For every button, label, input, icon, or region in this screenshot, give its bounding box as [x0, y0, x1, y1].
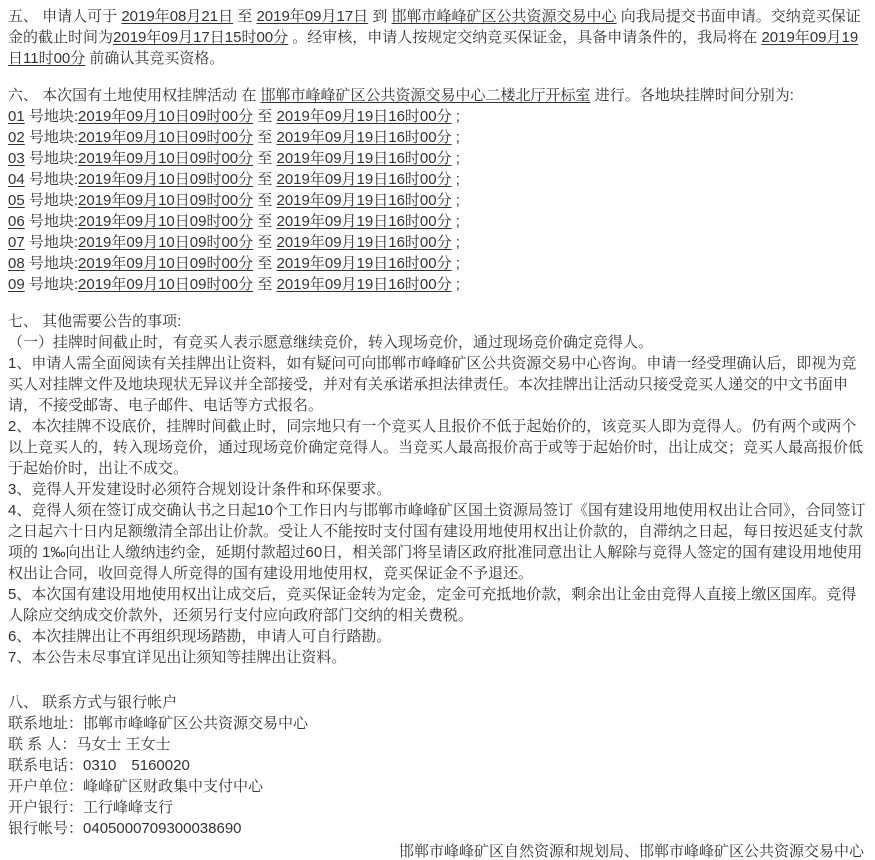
- plot-start-datetime: 2019年09月10日09时00分: [78, 192, 254, 209]
- plot-start-datetime: 2019年09月10日09时00分: [78, 234, 254, 251]
- underlined-text: 2019年09月19日11时00分: [8, 29, 859, 67]
- contact-value: 马女士 王女士: [76, 736, 171, 753]
- plot-end-datetime: 2019年09月19日16时00分: [276, 192, 452, 209]
- section-six-heading: [8, 85, 866, 106]
- term-item-7: 7、本公告未尽事宜详见出让须知等挂牌出让资料。: [8, 649, 347, 666]
- plot-label: 号地块:: [24, 150, 79, 167]
- plot-end-datetime: 2019年09月19日16时00分: [276, 108, 452, 125]
- plot-row-03: [8, 148, 866, 169]
- term-item-3: 3、竞得人开发建设时必须符合规划设计条件和环保要求。: [8, 481, 392, 498]
- contact-row-account-unit: [8, 776, 866, 797]
- term-item-yi: （一）挂牌时间截止时，有竞买人表示愿意继续竞价，转入现场竞价，通过现场竞价确定竞得人。: [8, 334, 654, 351]
- term-item-4: 4、竞得人须在签订成交确认书之日起10个工作日内与邯郸市峰峰矿区国土资源局签订《国有建设用地使用权出让合同》，合同签订之日起六十日内足额缴清全部出让价款。受让人不能按时支付国有建设用地使用权出让价款的，自滞纳之日起，每日按迟延支付款项的 1‰向出让人缴纳违约金，延期付款超过60日，相关部门将呈请区政府批准同意出让人解除与竞得人签定的国有建设用地使用权出让合同，收回竞得人所竞得的国有建设用地使用权，竞买保证金不予退还。: [8, 502, 866, 582]
- term-item-1: 1、申请人需全面阅读有关挂牌出让资料，如有疑问可向邯郸市峰峰矿区公共资源交易中心咨询。申请一经受理确认后，即视为竞买人对挂牌文件及地块现状无异议并全部接受，并对有关承诺承担法律责任。本次挂牌出让活动只接受竞买人递交的中文书面申请，不接受邮寄、电子邮件、电话等方式报名。: [8, 355, 857, 414]
- plot-label: 号地块:: [24, 171, 79, 188]
- contact-row-person: [8, 734, 866, 755]
- plot-number: 05: [8, 192, 25, 209]
- plot-number: 09: [8, 276, 25, 293]
- plot-start-datetime: 2019年09月10日09时00分: [78, 108, 254, 125]
- plot-row-08: [8, 253, 866, 274]
- plain-text: 至: [233, 8, 257, 25]
- underlined-text: 2019年09月17日: [256, 8, 369, 25]
- plot-end-datetime: 2019年09月19日16时00分: [276, 255, 452, 272]
- plot-to-label: 至: [253, 276, 277, 293]
- plot-row-04: [8, 169, 866, 190]
- plot-end-datetime: 2019年09月19日16时00分: [276, 171, 452, 188]
- para-application-period: [8, 6, 866, 69]
- plot-label: 号地块:: [24, 129, 79, 146]
- contact-row-phone: [8, 755, 866, 776]
- plain-text: 。经审核，申请人按规定交纳竞买保证金，具备申请条件的，我局将在: [288, 29, 762, 46]
- plot-terminator: ;: [451, 255, 460, 272]
- plot-terminator: ;: [451, 171, 460, 188]
- contact-label: 联 系 人：: [8, 736, 77, 753]
- contact-label: 银行帐号：: [8, 820, 84, 837]
- plot-to-label: 至: [253, 108, 277, 125]
- plot-row-07: [8, 232, 866, 253]
- contact-row-address: [8, 713, 866, 734]
- contact-value: 工行峰峰支行: [83, 799, 174, 816]
- plot-terminator: ;: [451, 129, 460, 146]
- plot-terminator: ;: [451, 108, 460, 125]
- issuer-signature: 邯郸市峰峰矿区自然资源和规划局、邯郸市峰峰矿区公共资源交易中心: [398, 843, 864, 860]
- term-item-2: 2、本次挂牌不设底价，挂牌时间截止时，同宗地只有一个竞买人且报价不低于起始价的，该竞买人即为竞得人。仍有两个或两个以上竞买人的，转入现场竞价，通过现场竞价确定竞得人。当竞买人最高报价高于或等于起始价时，出让成交；竞买人最高报价低于起始价时，出让不成交。: [8, 418, 864, 477]
- contact-value: 0405000709300038690: [83, 820, 242, 837]
- plot-terminator: ;: [451, 150, 460, 167]
- plain-text: 向我局提交书面申请。交纳竞买保证金的截止时间为: [8, 8, 861, 46]
- plot-label: 号地块:: [24, 213, 79, 230]
- plot-terminator: ;: [451, 234, 460, 251]
- plot-label: 号地块:: [24, 255, 79, 272]
- plot-to-label: 至: [253, 129, 277, 146]
- contact-label: 开户单位：: [8, 778, 84, 795]
- plot-row-06: [8, 211, 866, 232]
- plot-number: 03: [8, 150, 25, 167]
- plot-start-datetime: 2019年09月10日09时00分: [78, 171, 254, 188]
- contact-label: 联系地址：: [8, 715, 84, 732]
- plot-start-datetime: 2019年09月10日09时00分: [78, 213, 254, 230]
- contact-value: 峰峰矿区财政集中支付中心: [83, 778, 264, 795]
- plot-terminator: ;: [451, 276, 460, 293]
- plot-number: 07: [8, 234, 25, 251]
- plot-number: 04: [8, 171, 25, 188]
- underlined-text: 邯郸市峰峰矿区公共资源交易中心: [391, 8, 617, 25]
- plot-to-label: 至: [253, 171, 277, 188]
- plot-to-label: 至: [253, 213, 277, 230]
- underlined-text: 邯郸市峰峰矿区公共资源交易中心二楼北厅开标室: [260, 87, 591, 104]
- plot-number: 02: [8, 129, 25, 146]
- contact-value: 0310 5160020: [83, 757, 190, 774]
- section-seven-heading: 七、 其他需要公告的事项:: [8, 313, 182, 330]
- section-eight-heading: 八、 联系方式与银行帐户: [8, 694, 178, 711]
- contact-label: 开户银行：: [8, 799, 84, 816]
- plot-to-label: 至: [253, 150, 277, 167]
- plot-end-datetime: 2019年09月19日16时00分: [276, 150, 452, 167]
- plot-end-datetime: 2019年09月19日16时00分: [276, 129, 452, 146]
- contact-label: 联系电话：: [8, 757, 84, 774]
- plain-text: 五、 申请人可于: [8, 8, 122, 25]
- plot-to-label: 至: [253, 255, 277, 272]
- plot-label: 号地块:: [24, 192, 79, 209]
- plot-start-datetime: 2019年09月10日09时00分: [78, 150, 254, 167]
- plot-start-datetime: 2019年09月10日09时00分: [78, 276, 254, 293]
- plot-row-09: [8, 274, 866, 295]
- section-spacer: [8, 295, 866, 311]
- term-item-6: 6、本次挂牌出让不再组织现场踏勘，申请人可自行踏勘。: [8, 628, 392, 645]
- plain-text: 进行。各地块挂牌时间分别为:: [590, 87, 794, 104]
- plain-text: 六、 本次国有土地使用权挂牌活动 在: [8, 87, 261, 104]
- term-item-5: 5、本次国有建设用地使用权出让成交后，竞买保证金转为定金，定金可充抵地价款，剩余出让金由竞得人直接上缴区国库。竞得人除应交纳成交价款外，还须另行支付应向政府部门交纳的相关费税。: [8, 586, 857, 624]
- plot-end-datetime: 2019年09月19日16时00分: [276, 213, 452, 230]
- plot-start-datetime: 2019年09月10日09时00分: [78, 255, 254, 272]
- plot-number: 06: [8, 213, 25, 230]
- plot-schedule-list: [8, 106, 866, 295]
- plain-text: 到: [368, 8, 392, 25]
- plot-to-label: 至: [253, 234, 277, 251]
- contact-row-account-number: [8, 818, 866, 839]
- plot-row-01: [8, 106, 866, 127]
- underlined-text: 2019年09月17日15时00分: [113, 29, 289, 46]
- plot-row-02: [8, 127, 866, 148]
- plot-row-05: [8, 190, 866, 211]
- plain-text: 前确认其竞买资格。: [85, 50, 225, 67]
- plot-number: 01: [8, 108, 25, 125]
- plot-label: 号地块:: [24, 276, 79, 293]
- plot-label: 号地块:: [24, 108, 79, 125]
- plot-end-datetime: 2019年09月19日16时00分: [276, 234, 452, 251]
- plot-number: 08: [8, 255, 25, 272]
- contact-row-bank: [8, 797, 866, 818]
- section-spacer: [8, 668, 866, 692]
- plot-terminator: ;: [451, 192, 460, 209]
- plot-terminator: ;: [451, 213, 460, 230]
- plot-label: 号地块:: [24, 234, 79, 251]
- plot-start-datetime: 2019年09月10日09时00分: [78, 129, 254, 146]
- plot-end-datetime: 2019年09月19日16时00分: [276, 276, 452, 293]
- contact-value: 邯郸市峰峰矿区公共资源交易中心: [83, 715, 309, 732]
- section-spacer: [8, 69, 866, 85]
- plot-to-label: 至: [253, 192, 277, 209]
- underlined-text: 2019年08月21日: [121, 8, 234, 25]
